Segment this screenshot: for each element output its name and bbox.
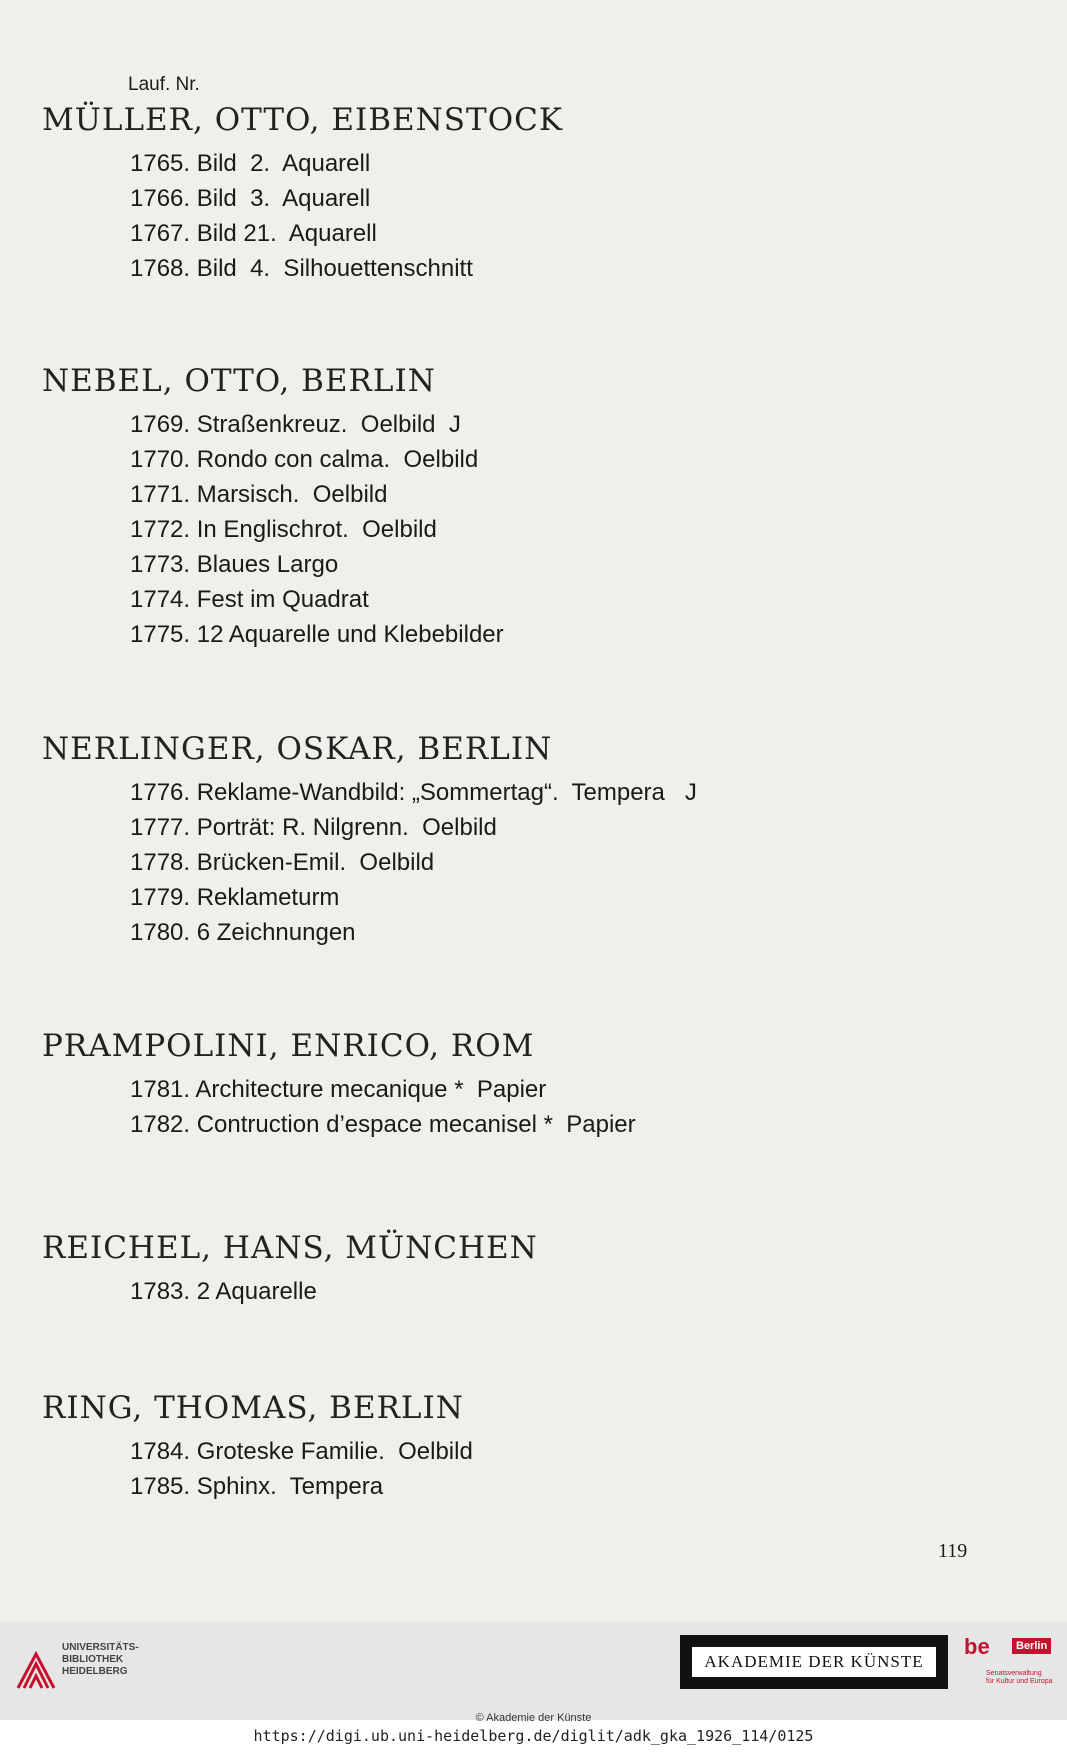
catalog-entry: 1776. Reklame-Wandbild: „Sommertag“. Tempera J: [130, 779, 697, 806]
catalog-entry: 1784. Groteske Familie. Oelbild: [130, 1438, 473, 1465]
artist-section-mueller: [42, 102, 563, 286]
berlin-senate-label: Senatsverwaltung für Kultur und Europa: [986, 1670, 1053, 1685]
catalog-entry: 1781. Architecture mecanique * Papier: [130, 1076, 547, 1103]
catalog-entry: 1771. Marsisch. Oelbild: [130, 481, 388, 508]
catalog-entry: 1777. Porträt: R. Nilgrenn. Oelbild: [130, 814, 497, 841]
artist-heading: RING, THOMAS, BERLIN: [42, 1390, 464, 1426]
catalog-entry: 1773. Blaues Largo: [130, 551, 339, 578]
berlin-box-label: Berlin: [1012, 1638, 1051, 1654]
permalink-url[interactable]: https://digi.ub.uni-heidelberg.de/diglit/adk_gka_1926_114/0125: [253, 1727, 814, 1745]
artist-heading: REICHEL, HANS, MÜNCHEN: [42, 1230, 538, 1266]
artist-heading: NERLINGER, OSKAR, BERLIN: [42, 731, 553, 767]
catalog-entry: 1774. Fest im Quadrat: [130, 586, 369, 613]
lauf-nr-label: Lauf. Nr.: [128, 74, 200, 95]
catalog-entry: 1780. 6 Zeichnungen: [130, 919, 356, 946]
berlin-senate-logo[interactable]: [962, 1632, 1052, 1694]
catalog-entry: 1772. In Englischrot. Oelbild: [130, 516, 437, 543]
artist-heading: NEBEL, OTTO, BERLIN: [42, 363, 436, 399]
artist-heading: PRAMPOLINI, ENRICO, ROM: [42, 1028, 535, 1064]
akademie-logo-label: AKADEMIE DER KÜNSTE: [692, 1647, 936, 1677]
artist-section-nerlinger: [42, 731, 697, 950]
catalog-entry: 1766. Bild 3. Aquarell: [130, 185, 371, 212]
akademie-logo[interactable]: [680, 1635, 948, 1689]
catalog-entry: 1765. Bild 2. Aquarell: [130, 150, 371, 177]
university-library-logo-icon[interactable]: [14, 1648, 58, 1692]
artist-heading: MÜLLER, OTTO, EIBENSTOCK: [42, 102, 563, 138]
artist-section-prampolini: [42, 1028, 636, 1142]
copyright-notice: © Akademie der Künste: [475, 1712, 592, 1724]
page-number: 119: [938, 1540, 968, 1562]
catalog-entry: 1783. 2 Aquarelle: [130, 1278, 317, 1305]
artist-section-ring: [42, 1390, 473, 1504]
catalog-entry: 1767. Bild 21. Aquarell: [130, 220, 377, 247]
artist-section-reichel: [42, 1230, 538, 1309]
catalog-entry: 1779. Reklameturm: [130, 884, 340, 911]
catalog-entry: 1785. Sphinx. Tempera: [130, 1473, 384, 1500]
artist-section-nebel: [42, 363, 504, 652]
catalog-entry: 1770. Rondo con calma. Oelbild: [130, 446, 479, 473]
catalog-entry: 1775. 12 Aquarelle und Klebebilder: [130, 621, 504, 648]
catalog-entry: 1769. Straßenkreuz. Oelbild J: [130, 411, 461, 438]
footer-bar: [0, 1622, 1067, 1720]
catalog-entry: 1782. Contruction d’espace mecanisel * Papier: [130, 1111, 636, 1138]
university-library-name[interactable]: UNIVERSITÄTS- BIBLIOTHEK HEIDELBERG: [62, 1642, 139, 1677]
catalog-entry: 1768. Bild 4. Silhouettenschnitt: [130, 255, 473, 282]
catalog-entry: 1778. Brücken-Emil. Oelbild: [130, 849, 435, 876]
berlin-be-mark: be: [964, 1634, 990, 1659]
